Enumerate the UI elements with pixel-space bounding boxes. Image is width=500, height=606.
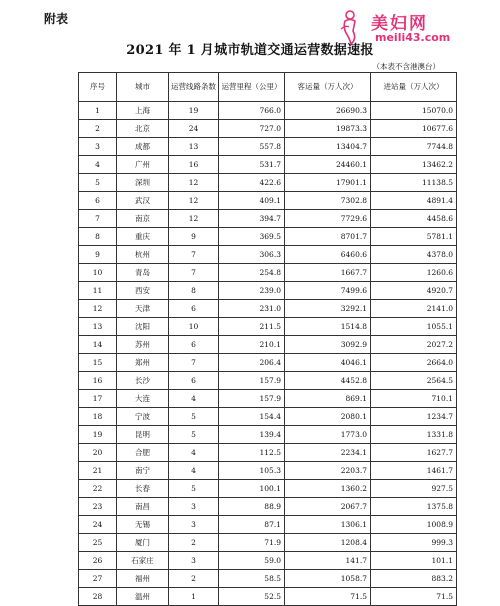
cell-mileage: 59.0 (219, 552, 285, 570)
cell-city: 武汉 (117, 192, 169, 210)
cell-ridership: 7499.6 (285, 282, 371, 300)
cell-lines: 6 (169, 336, 219, 354)
cell-ridership: 71.5 (285, 588, 371, 606)
cell-mileage: 58.5 (219, 570, 285, 588)
cell-mileage: 206.4 (219, 354, 285, 372)
cell-entries: 4920.7 (371, 282, 457, 300)
cell-index: 4 (79, 156, 117, 174)
cell-ridership: 1773.0 (285, 426, 371, 444)
cell-ridership: 4046.1 (285, 354, 371, 372)
cell-entries: 1375.8 (371, 498, 457, 516)
cell-city: 宁波 (117, 408, 169, 426)
cell-ridership: 869.1 (285, 390, 371, 408)
cell-ridership: 1514.8 (285, 318, 371, 336)
cell-city: 合肥 (117, 444, 169, 462)
cell-city: 长春 (117, 480, 169, 498)
cell-mileage: 727.0 (219, 120, 285, 138)
cell-ridership: 3092.9 (285, 336, 371, 354)
cell-index: 23 (79, 498, 117, 516)
cell-ridership: 19873.3 (285, 120, 371, 138)
cell-index: 28 (79, 588, 117, 606)
page-label: 附表 (44, 12, 69, 26)
cell-mileage: 394.7 (219, 210, 285, 228)
cell-entries: 13462.2 (371, 156, 457, 174)
cell-lines: 1 (169, 588, 219, 606)
cell-mileage: 409.1 (219, 192, 285, 210)
header-city: 城市 (117, 73, 169, 102)
cell-city: 大连 (117, 390, 169, 408)
cell-city: 福州 (117, 570, 169, 588)
cell-mileage: 306.3 (219, 246, 285, 264)
cell-index: 8 (79, 228, 117, 246)
cell-lines: 5 (169, 408, 219, 426)
cell-ridership: 141.7 (285, 552, 371, 570)
cell-ridership: 3292.1 (285, 300, 371, 318)
cell-index: 2 (79, 120, 117, 138)
cell-lines: 2 (169, 570, 219, 588)
table-row (79, 282, 457, 300)
cell-entries: 101.1 (371, 552, 457, 570)
cell-city: 广州 (117, 156, 169, 174)
header-entries: 进站量（万人次） (371, 73, 457, 102)
table-row (79, 480, 457, 498)
cell-city: 长沙 (117, 372, 169, 390)
cell-index: 24 (79, 516, 117, 534)
header-mileage: 运营里程（公里） (219, 73, 285, 102)
cell-index: 21 (79, 462, 117, 480)
cell-entries: 4891.4 (371, 192, 457, 210)
cell-mileage: 231.0 (219, 300, 285, 318)
cell-index: 25 (79, 534, 117, 552)
cell-index: 12 (79, 300, 117, 318)
table-row (79, 318, 457, 336)
cell-ridership: 2234.1 (285, 444, 371, 462)
cell-entries: 1008.9 (371, 516, 457, 534)
table-row (79, 246, 457, 264)
cell-city: 成都 (117, 138, 169, 156)
table-body (79, 102, 457, 606)
cell-entries: 1260.6 (371, 264, 457, 282)
cell-mileage: 422.6 (219, 174, 285, 192)
cell-lines: 5 (169, 480, 219, 498)
cell-lines: 9 (169, 228, 219, 246)
cell-city: 昆明 (117, 426, 169, 444)
table-row (79, 228, 457, 246)
cell-lines: 3 (169, 516, 219, 534)
cell-entries: 1331.8 (371, 426, 457, 444)
cell-lines: 12 (169, 192, 219, 210)
cell-entries: 2564.5 (371, 372, 457, 390)
cell-index: 13 (79, 318, 117, 336)
cell-index: 20 (79, 444, 117, 462)
table-row (79, 192, 457, 210)
cell-entries: 883.2 (371, 570, 457, 588)
cell-mileage: 52.5 (219, 588, 285, 606)
table-row (79, 300, 457, 318)
cell-ridership: 1058.7 (285, 570, 371, 588)
cell-index: 7 (79, 210, 117, 228)
cell-lines: 12 (169, 210, 219, 228)
cell-index: 26 (79, 552, 117, 570)
watermark-brand: 美妇网 (371, 14, 428, 34)
table-row (79, 138, 457, 156)
cell-city: 南京 (117, 210, 169, 228)
table-row (79, 390, 457, 408)
table-row (79, 462, 457, 480)
cell-lines: 7 (169, 354, 219, 372)
cell-lines: 3 (169, 552, 219, 570)
cell-city: 重庆 (117, 228, 169, 246)
cell-entries: 7744.8 (371, 138, 457, 156)
cell-entries: 999.3 (371, 534, 457, 552)
cell-lines: 4 (169, 444, 219, 462)
document-title: 2021 年 1 月城市轨道交通运营数据速报 (126, 43, 374, 58)
table-row (79, 210, 457, 228)
cell-ridership: 8701.7 (285, 228, 371, 246)
cell-city: 南宁 (117, 462, 169, 480)
cell-city: 北京 (117, 120, 169, 138)
cell-index: 19 (79, 426, 117, 444)
cell-city: 西安 (117, 282, 169, 300)
cell-entries: 710.1 (371, 390, 457, 408)
table-row (79, 588, 457, 606)
cell-mileage: 211.5 (219, 318, 285, 336)
cell-lines: 8 (169, 282, 219, 300)
cell-entries: 4378.0 (371, 246, 457, 264)
cell-mileage: 139.4 (219, 426, 285, 444)
table-row (79, 156, 457, 174)
cell-mileage: 112.5 (219, 444, 285, 462)
cell-ridership: 4452.8 (285, 372, 371, 390)
cell-lines: 4 (169, 390, 219, 408)
table-row (79, 264, 457, 282)
header-lines: 运营线路条数 (169, 73, 219, 102)
cell-lines: 7 (169, 246, 219, 264)
cell-ridership: 2067.7 (285, 498, 371, 516)
cell-ridership: 1360.2 (285, 480, 371, 498)
cell-city: 石家庄 (117, 552, 169, 570)
cell-ridership: 6460.6 (285, 246, 371, 264)
table-row (79, 120, 457, 138)
cell-mileage: 210.1 (219, 336, 285, 354)
cell-index: 17 (79, 390, 117, 408)
cell-city: 南昌 (117, 498, 169, 516)
metro-data-table (78, 72, 457, 606)
cell-city: 无锡 (117, 516, 169, 534)
table-row (79, 552, 457, 570)
table-row (79, 534, 457, 552)
cell-index: 15 (79, 354, 117, 372)
header-ridership: 客运量（万人次） (285, 73, 371, 102)
cell-entries: 2027.2 (371, 336, 457, 354)
table-note: （本表不含港澳台） (372, 62, 440, 71)
table-row (79, 570, 457, 588)
cell-ridership: 2203.7 (285, 462, 371, 480)
cell-index: 1 (79, 102, 117, 120)
cell-mileage: 105.3 (219, 462, 285, 480)
cell-mileage: 100.1 (219, 480, 285, 498)
cell-city: 杭州 (117, 246, 169, 264)
cell-mileage: 254.8 (219, 264, 285, 282)
cell-lines: 4 (169, 462, 219, 480)
cell-entries: 10677.6 (371, 120, 457, 138)
cell-mileage: 71.9 (219, 534, 285, 552)
table-row (79, 354, 457, 372)
cell-entries: 71.5 (371, 588, 457, 606)
cell-city: 郑州 (117, 354, 169, 372)
cell-ridership: 13404.7 (285, 138, 371, 156)
cell-mileage: 157.9 (219, 390, 285, 408)
cell-lines: 10 (169, 318, 219, 336)
cell-entries: 1055.1 (371, 318, 457, 336)
cell-index: 22 (79, 480, 117, 498)
table-header-row (79, 73, 457, 102)
cell-index: 5 (79, 174, 117, 192)
cell-index: 14 (79, 336, 117, 354)
cell-lines: 16 (169, 156, 219, 174)
cell-lines: 19 (169, 102, 219, 120)
cell-lines: 6 (169, 300, 219, 318)
cell-index: 27 (79, 570, 117, 588)
cell-ridership: 1306.1 (285, 516, 371, 534)
cell-ridership: 26690.3 (285, 102, 371, 120)
cell-mileage: 369.5 (219, 228, 285, 246)
cell-index: 16 (79, 372, 117, 390)
cell-ridership: 2080.1 (285, 408, 371, 426)
cell-ridership: 1208.4 (285, 534, 371, 552)
cell-lines: 13 (169, 138, 219, 156)
table-row (79, 444, 457, 462)
cell-city: 天津 (117, 300, 169, 318)
cell-ridership: 7302.8 (285, 192, 371, 210)
cell-index: 10 (79, 264, 117, 282)
cell-city: 沈阳 (117, 318, 169, 336)
cell-city: 温州 (117, 588, 169, 606)
cell-mileage: 239.0 (219, 282, 285, 300)
table-row (79, 408, 457, 426)
table-row (79, 516, 457, 534)
cell-city: 青岛 (117, 264, 169, 282)
cell-entries: 5781.1 (371, 228, 457, 246)
cell-entries: 15070.0 (371, 102, 457, 120)
cell-mileage: 557.8 (219, 138, 285, 156)
cell-city: 厦门 (117, 534, 169, 552)
cell-lines: 7 (169, 264, 219, 282)
cell-lines: 12 (169, 174, 219, 192)
cell-entries: 2664.0 (371, 354, 457, 372)
cell-lines: 3 (169, 498, 219, 516)
cell-entries: 4458.6 (371, 210, 457, 228)
cell-entries: 1234.7 (371, 408, 457, 426)
cell-entries: 2141.0 (371, 300, 457, 318)
cell-entries: 927.5 (371, 480, 457, 498)
cell-city: 上海 (117, 102, 169, 120)
cell-lines: 2 (169, 534, 219, 552)
cell-index: 11 (79, 282, 117, 300)
cell-index: 3 (79, 138, 117, 156)
cell-lines: 6 (169, 372, 219, 390)
cell-city: 苏州 (117, 336, 169, 354)
cell-entries: 1627.7 (371, 444, 457, 462)
cell-mileage: 88.9 (219, 498, 285, 516)
cell-ridership: 7729.6 (285, 210, 371, 228)
cell-ridership: 24460.1 (285, 156, 371, 174)
cell-entries: 11138.5 (371, 174, 457, 192)
cell-mileage: 766.0 (219, 102, 285, 120)
table-row (79, 426, 457, 444)
cell-mileage: 157.9 (219, 372, 285, 390)
cell-lines: 5 (169, 426, 219, 444)
cell-index: 18 (79, 408, 117, 426)
table-row (79, 498, 457, 516)
header-index: 序号 (79, 73, 117, 102)
cell-mileage: 87.1 (219, 516, 285, 534)
cell-mileage: 154.4 (219, 408, 285, 426)
cell-lines: 24 (169, 120, 219, 138)
cell-ridership: 17901.1 (285, 174, 371, 192)
table-row (79, 372, 457, 390)
cell-ridership: 1667.7 (285, 264, 371, 282)
table-row (79, 336, 457, 354)
cell-city: 深圳 (117, 174, 169, 192)
table-row (79, 174, 457, 192)
cell-mileage: 531.7 (219, 156, 285, 174)
cell-index: 9 (79, 246, 117, 264)
watermark-url: meili43.com (375, 31, 451, 44)
table-row (79, 102, 457, 120)
cell-entries: 1461.7 (371, 462, 457, 480)
cell-index: 6 (79, 192, 117, 210)
